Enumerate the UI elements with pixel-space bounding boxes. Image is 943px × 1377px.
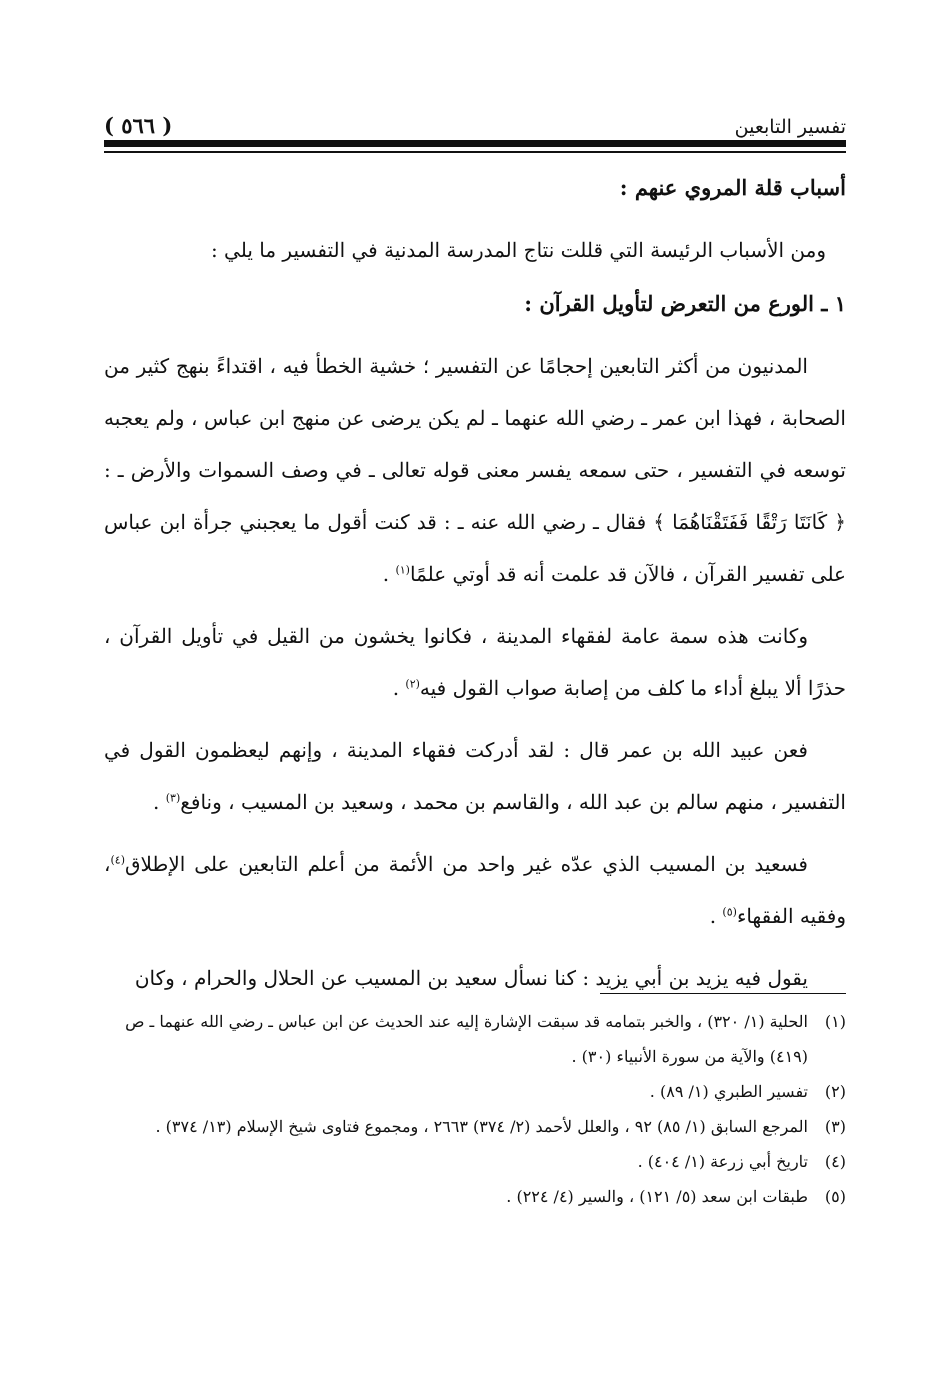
footnote-ref-1[interactable]: (١) [395, 563, 410, 577]
footnote-number: (٤) [824, 1152, 846, 1171]
section-heading: أسباب قلة المروي عنهم : [619, 175, 846, 200]
footnote-ref-2[interactable]: (٢) [405, 677, 420, 691]
paragraph-1-text: المدنيون من أكثر التابعين إحجامًا عن التفسير ؛ خشية الخطأ فيه ، اقتداءً بنهج كثير من الصحابة ، فهذا ابن عمر ـ رضي الله عنهما ـ لم يكن يرضى عن منهج ابن عباس ، ولم يعجبه توسعه في التفسير ، حتى سمعه يفسر معنى قوله تعالى ـ في وصف السموات والأرض ـ : ﴿ كَانَتَا رَتْقًا فَفَتَقْنَاهُمَا ﴾ فقال ـ رضي الله عنه ـ : قد كنت أقول ما يعجبني جرأة ابن عباس على تفسير القرآن ، فالآن قد علمت أنه قد أوتي علمًا [104, 354, 846, 586]
paragraph-5: يقول فيه يزيد بن أبي يزيد : كنا نسأل سعيد بن المسيب عن الحلال والحرام ، وكان [134, 966, 808, 990]
paragraph-1 [104, 340, 846, 600]
paragraph-4 [104, 838, 846, 942]
paragraph-3-text: فعن عبيد الله بن عمر قال : لقد أدركت فقهاء المدينة ، وإنهم ليعظمون القول في التفسير ، منهم سالم بن عبد الله ، والقاسم بن محمد ، وسعيد بن المسيب ، ونافع [104, 738, 846, 814]
footnote-3 [104, 1109, 846, 1144]
paragraph-4-end: . [709, 904, 723, 928]
main-text [104, 170, 846, 1014]
footnote-separator [600, 993, 846, 994]
footnote-text: تفسير الطبري (١/ ٨٩) . [649, 1082, 808, 1101]
paragraph-2 [104, 610, 846, 714]
footnote-text: تاريخ أبي زرعة (١/ ٤٠٤) . [637, 1152, 808, 1171]
subsection-heading: ١ ـ الورع من التعرض لتأويل القرآن : [524, 291, 846, 316]
paragraph-3 [104, 724, 846, 828]
footnote-2 [104, 1074, 846, 1109]
footnote-1 [104, 1004, 846, 1074]
paragraph-4-text-b: ، وفقيه الفقهاء [104, 852, 846, 928]
paragraph-2-text: وكانت هذه سمة عامة لفقهاء المدينة ، فكانوا يخشون من القيل في تأويل القرآن ، حذرًا ألا يبلغ أداء ما كلف من إصابة صواب القول فيه [104, 624, 846, 700]
footnote-ref-4[interactable]: (٤) [110, 853, 125, 867]
page-number: ( ٥٦٦ ) [104, 113, 173, 138]
paragraph-4-text-a: فسعيد بن المسيب الذي عدّه غير واحد من الأئمة من أعلم التابعين على الإطلاق [124, 852, 808, 876]
footnote-number: (١) [824, 1012, 846, 1031]
footnote-text: المرجع السابق (١/ ٨٥) ٩٢ ، والعلل لأحمد (٢/ ٣٧٤) ٢٦٦٣ ، ومجموع فتاوى شيخ الإسلام (١٣/ ٣٧٤) . [155, 1117, 808, 1136]
running-title: تفسير التابعين [734, 116, 846, 138]
page-header [104, 98, 846, 138]
footnote-text: طبقات ابن سعد (٥/ ١٢١) ، والسير (٤/ ٢٢٤) . [506, 1187, 808, 1206]
footnote-number: (٣) [824, 1117, 846, 1136]
intro-paragraph: ومن الأسباب الرئيسة التي قللت نتاج المدرسة المدنية في التفسير ما يلي : [210, 238, 826, 262]
footnote-ref-5[interactable]: (٥) [722, 905, 737, 919]
footnote-number: (٢) [824, 1082, 846, 1101]
footnote-number: (٥) [824, 1187, 846, 1206]
footnote-5 [104, 1179, 846, 1214]
header-rule-thin [104, 151, 846, 153]
header-rule-thick [104, 140, 846, 147]
footnote-ref-3[interactable]: (٣) [165, 791, 181, 805]
paragraph-2-end: . [392, 676, 406, 700]
footnote-4 [104, 1144, 846, 1179]
footnote-text: الحلية (١/ ٣٢٠) ، والخبر بتمامه قد سبقت الإشارة إليه عند الحديث عن ابن عباس ـ رضي الله عنهما ـ ص (٤١٩) والآية من سورة الأنبياء (٣٠) . [125, 1012, 808, 1066]
paragraph-3-end: . [153, 790, 166, 814]
paragraph-1-end: . [382, 562, 396, 586]
footnotes [104, 1004, 846, 1214]
